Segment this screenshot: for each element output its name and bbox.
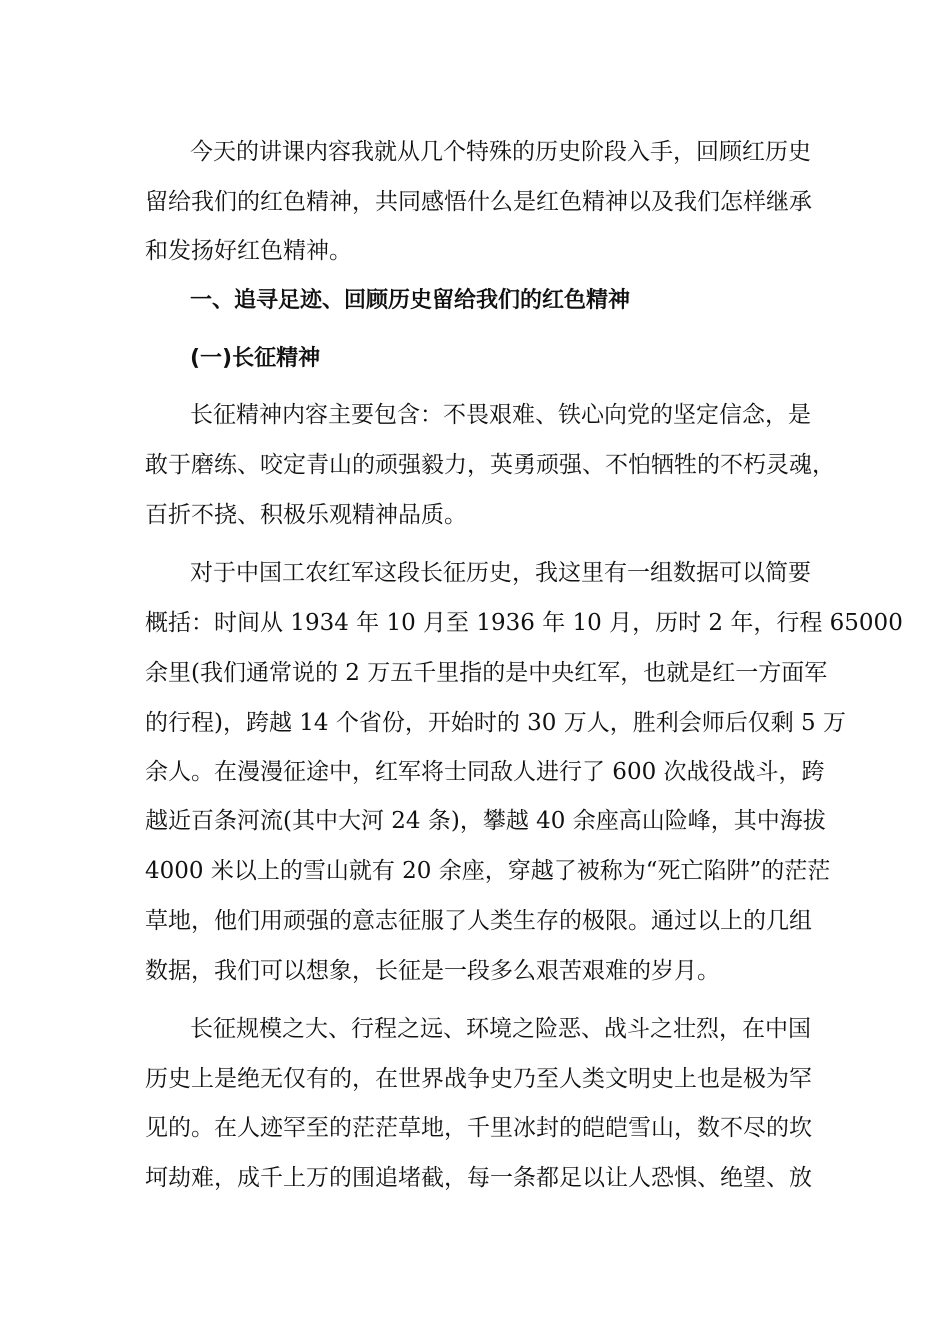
body-paragraph-line: 见的。在人迹罕至的茫茫草地，千里冰封的皑皑雪山，数不尽的坎: [145, 1115, 812, 1141]
body-paragraph-line: 长征精神内容主要包含：不畏艰难、铁心向党的坚定信念，是: [190, 402, 811, 428]
body-paragraph-line: 余里(我们通常说的 2 万五千里指的是中央红军，也就是红一方面军: [145, 660, 828, 686]
body-paragraph-line: 对于中国工农红军这段长征历史，我这里有一组数据可以简要: [190, 560, 811, 586]
body-paragraph-line: 余人。在漫漫征途中，红军将士同敌人进行了 600 次战役战斗，跨: [145, 759, 825, 785]
intro-paragraph-line: 今天的讲课内容我就从几个特殊的历史阶段入手，回顾红历史: [190, 139, 811, 165]
body-paragraph-line: 敢于磨练、咬定青山的顽强毅力，英勇顽强、不怕牺牲的不朽灵魂，: [145, 452, 835, 478]
body-paragraph-line: 坷劫难，成千上万的围追堵截，每一条都足以让人恐惧、绝望、放: [145, 1165, 812, 1191]
body-paragraph-line: 草地，他们用顽强的意志征服了人类生存的极限。通过以上的几组: [145, 908, 812, 934]
body-paragraph-line: 越近百条河流(其中大河 24 条)，攀越 40 余座高山险峰，其中海拔: [145, 808, 826, 834]
body-paragraph-line: 数据，我们可以想象，长征是一段多么艰苦艰难的岁月。: [145, 958, 720, 984]
body-paragraph-line: 长征规模之大、行程之远、环境之险恶、战斗之壮烈，在中国: [190, 1016, 811, 1042]
intro-paragraph-line: 留给我们的红色精神，共同感悟什么是红色精神以及我们怎样继承: [145, 189, 812, 215]
intro-paragraph-line: 和发扬好红色精神。: [145, 238, 352, 264]
body-paragraph-line: 百折不挠、积极乐观精神品质。: [145, 502, 467, 528]
body-paragraph-line: 4000 米以上的雪山就有 20 余座，穿越了被称为“死亡陷阱”的茫茫: [145, 858, 831, 884]
body-paragraph-line: 的行程)，跨越 14 个省份，开始时的 30 万人，胜利会师后仅剩 5 万: [145, 710, 847, 736]
body-paragraph-line: 概括：时间从 1934 年 10 月至 1936 年 10 月，历时 2 年，行程 65000: [145, 610, 903, 636]
section-heading: 一、追寻足迹、回顾历史留给我们的红色精神: [190, 288, 631, 313]
body-paragraph-line: 历史上是绝无仅有的，在世界战争史乃至人类文明史上也是极为罕: [145, 1066, 812, 1092]
subsection-heading: (一)长征精神: [190, 346, 321, 371]
